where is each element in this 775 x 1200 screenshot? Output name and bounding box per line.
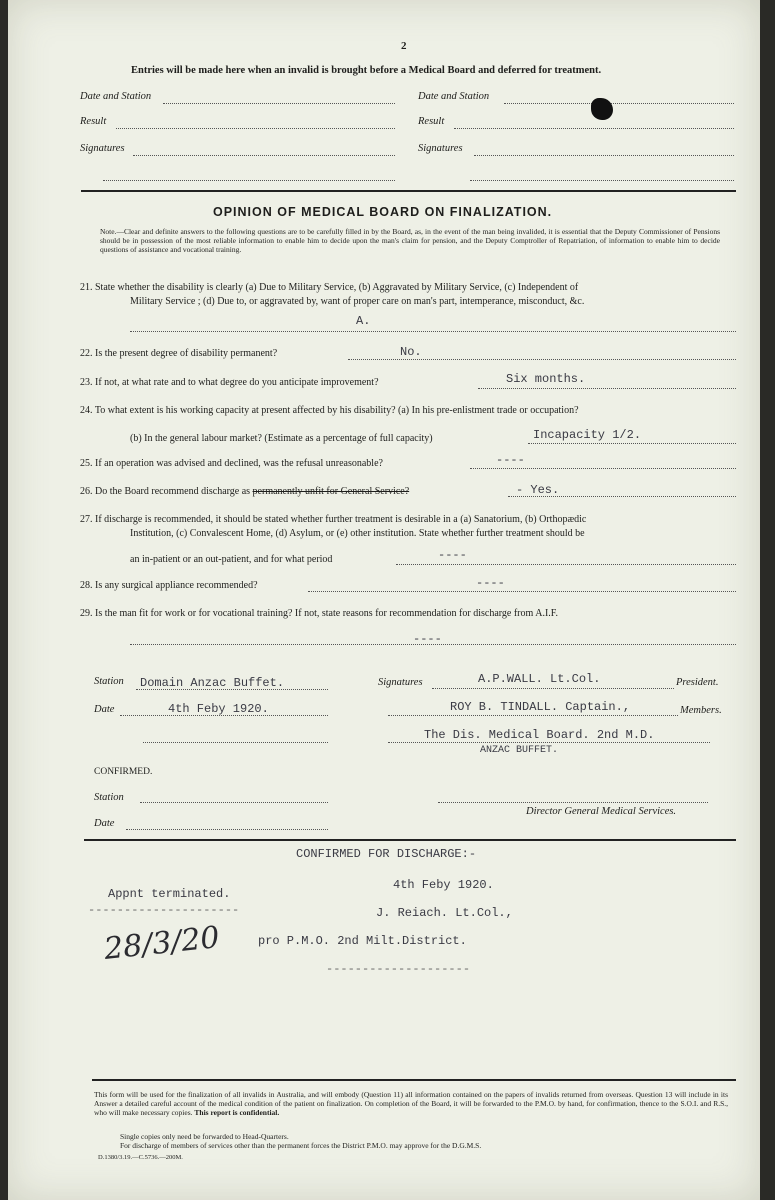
deferred-header: Entries will be made here when an invalid is brought before a Medical Board and deferred for treatment. [131,65,602,76]
members-label: Members. [680,705,722,716]
q25-answer: ---- [496,453,525,467]
q29-answer: ---- [413,632,442,646]
q22-question: 22. Is the present degree of disability permanent? [80,348,278,359]
confirmed-date-label: Date [94,818,115,829]
discharge-line1: CONFIRMED FOR DISCHARGE:- [296,847,477,861]
q28-question: 28. Is any surgical appliance recommended? [80,580,258,591]
q24a-question: 24. To what extent is his working capacity at present affected by his disability? (a) In his pre-enlistment trade or occupation? [80,405,579,416]
q27-answer: ---- [438,548,467,562]
q26-answer: - Yes. [516,483,560,497]
q21-answer: A. [356,314,371,328]
footer-confidential: This report is confidential. [194,1108,280,1117]
q23-answer: Six months. [506,372,586,386]
q27-line3: an in-patient or an out-patient, and for what period [130,554,333,565]
appt-terminated: Appnt terminated. [108,887,231,901]
q23-question: 23. If not, at what rate and to what degree do you anticipate improvement? [80,377,379,388]
q24b-question: (b) In the general labour market? (Estimate as a percentage of full capacity) [130,433,433,444]
right-result-label: Result [418,116,445,127]
q24b-answer: Incapacity 1/2. [533,428,642,442]
discharge-line3: J. Reiach. Lt.Col., [376,906,513,920]
footer-single: Single copies only need be forwarded to Head-Quarters. [120,1132,289,1141]
q22-answer: No. [400,345,422,359]
board-station-value: Domain Anzac Buffet. [140,676,285,690]
q25-question: 25. If an operation was advised and declined, was the refusal unreasonable? [80,458,383,469]
right-signatures-label: Signatures [418,143,463,154]
appt-dashes: --------------------- [88,903,240,917]
board-signatures-label: Signatures [378,677,423,688]
confirmed-label: CONFIRMED. [94,767,153,777]
discharge-line4: pro P.M.O. 2nd Milt.District. [258,934,467,948]
q28-answer: ---- [476,576,505,590]
president-label: President. [676,677,719,688]
q21-line1: 21. State whether the disability is clearly (a) Due to Military Service, (b) Aggravated by Military Service, (c) Independent of [80,282,579,293]
q21-line2: Military Service ; (d) Due to, or aggravated by, want of proper care on man's part, intemperance, misconduct, &c. [130,296,585,307]
board-date-value: 4th Feby 1920. [168,702,269,716]
board-line2: ANZAC BUFFET. [480,745,559,756]
board-date-label: Date [94,704,115,715]
left-signatures-label: Signatures [80,143,125,154]
q27-line1: 27. If discharge is recommended, it should be stated whether further treatment is desirable in a (a) Sanatorium, (b) Orthopædic [80,514,587,525]
footer-paragraph [94,1090,728,1117]
handwritten-date: 28/3/20 [102,920,222,967]
document-page [8,0,760,1200]
right-date-station-label: Date and Station [418,91,490,102]
q26-question [80,486,409,497]
discharge-line2: 4th Feby 1920. [393,878,494,892]
left-result-label: Result [80,116,107,127]
footer-printcode: D.1380/3.19.—C.5736.—200M. [98,1154,183,1161]
confirmed-station-label: Station [94,792,124,803]
member-name: ROY B. TINDALL. Captain., [450,700,631,714]
q29-question: 29. Is the man fit for work or for vocational training? If not, state reasons for recommendation for discharge from A.I.F. [80,608,559,619]
ink-blot [591,98,613,120]
left-date-station-label: Date and Station [80,91,152,102]
q27-line2: Institution, (c) Convalescent Home, (d) Asylum, or (e) other institution. State whether further treatment should be [130,528,585,539]
opinion-note: Note.—Clear and definite answers to the following questions are to be carefully filled in by the Board, as, in the event of the man being invalided, it is essential that the Deputy Commissioner of Pensions should be in possession of the most reliable information to enable him to decide upon the man's claim for pension, and the Deputy Comptroller of Repatriation, of information to enable him to decide questions of assistance and vocational training. [100,227,720,254]
board-line: The Dis. Medical Board. 2nd M.D. [424,728,655,742]
president-name: A.P.WALL. Lt.Col. [478,672,601,686]
footer-para: This form will be used for the finalization of all invalids in Australia, and will embody (Question 11) all information contained on the papers of invalids returned from overseas. Question 13 will include in its Answer a detailed careful account of the medical condition of the patient on finalization. On completion of the Board, it will be forwarded to the P.M.O. by hand, for confirmation, thence to the S.O.I. and R.S., who will make necessary copies. [94,1090,728,1117]
q26-text: 26. Do the Board recommend discharge as [80,486,251,497]
page-number: 2 [401,40,407,52]
opinion-title: OPINION OF MEDICAL BOARD ON FINALIZATION. [213,205,553,219]
footer-members: For discharge of members of services other than the permanent forces the District P.M.O. may approve for the D.G.M.S. [120,1141,482,1150]
director-label: Director General Medical Services. [526,806,677,817]
q26-struck-text: permanently unfit for General Service? [252,486,410,497]
board-station-label: Station [94,676,124,687]
discharge-dashes: -------------------- [326,962,471,976]
